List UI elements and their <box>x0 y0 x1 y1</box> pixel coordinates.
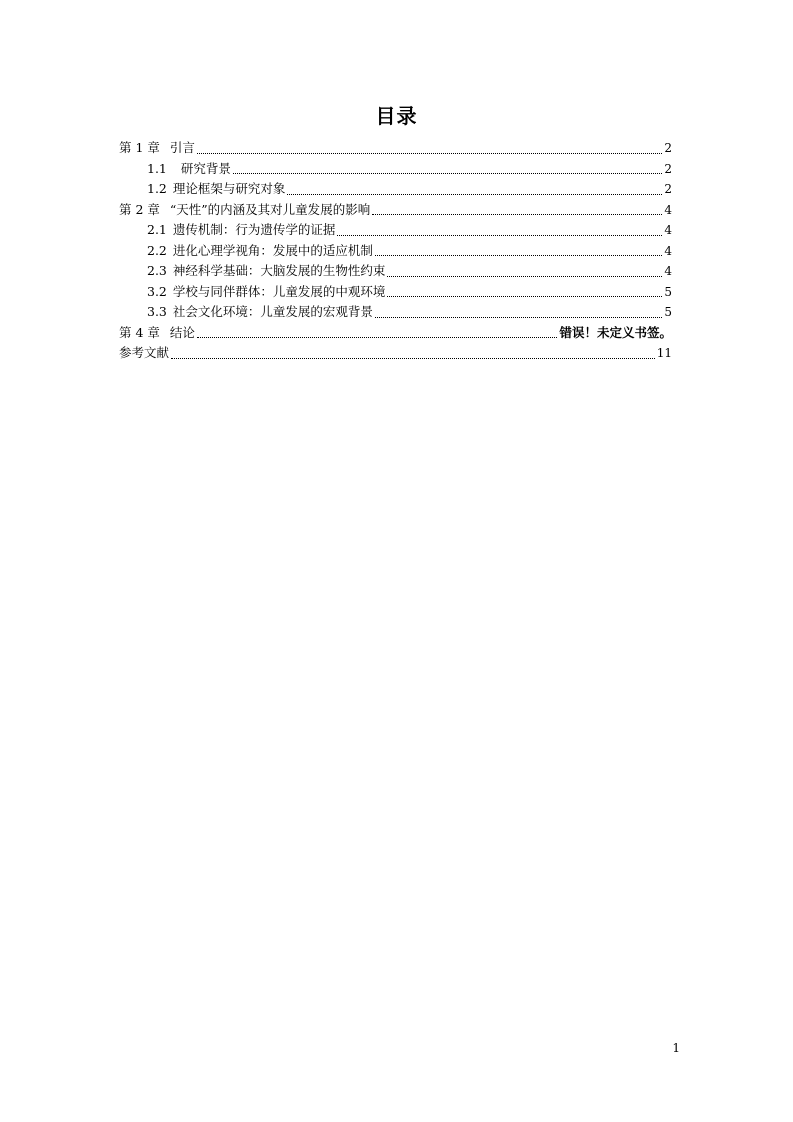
dot-leader <box>375 254 662 256</box>
toc-entry-1-1[interactable] <box>119 159 672 180</box>
toc-entry-page: 5 <box>664 305 672 319</box>
toc-entry-number: 3.2 <box>147 283 167 299</box>
toc-entry-chapter-2[interactable] <box>119 200 672 221</box>
dot-leader <box>197 152 662 154</box>
toc-entry-3-2[interactable] <box>119 282 672 303</box>
toc-entry-page: 4 <box>664 243 672 258</box>
dot-leader <box>337 234 662 236</box>
toc-entry-title: 进化心理学视角：发展中的适应机制 <box>172 242 373 258</box>
dot-leader <box>287 193 662 195</box>
dot-leader <box>387 275 662 277</box>
dot-leader <box>387 295 662 297</box>
dot-leader <box>171 357 655 359</box>
toc-entry-title: 学校与同伴群体：儿童发展的中观环境 <box>172 283 386 299</box>
toc-entry-number: 3.3 <box>147 304 167 319</box>
toc-entry-title: 研究背景 <box>180 160 231 176</box>
toc-entry-references[interactable] <box>119 343 672 364</box>
toc-entry-3-3[interactable] <box>119 302 672 323</box>
toc-entry-page: 2 <box>664 161 672 176</box>
toc-entry-title: 理论框架与研究对象 <box>172 181 286 196</box>
toc-entry-number: 2.1 <box>147 222 167 237</box>
toc-entry-page: 4 <box>664 264 672 278</box>
toc-entry-page: 4 <box>664 202 672 217</box>
toc-entry-title: 结论 <box>169 324 195 340</box>
toc-entry-number: 1.2 <box>147 181 167 196</box>
toc-entry-chapter-1[interactable] <box>119 138 672 159</box>
toc-entry-title: 遗传机制：行为遗传学的证据 <box>172 222 336 237</box>
dot-leader <box>375 316 662 318</box>
toc-entry-title: 社会文化环境：儿童发展的宏观背景 <box>172 304 373 319</box>
dot-leader <box>197 336 558 338</box>
toc-entry-1-2[interactable] <box>119 179 672 200</box>
bookmark-error-message: 错误！未定义书签。 <box>559 324 672 340</box>
toc-entry-page: 2 <box>664 182 672 196</box>
toc-entry-number: 第 1 章 <box>119 140 160 155</box>
toc-entry-number: 第 4 章 <box>119 324 160 340</box>
toc-entry-number: 1.1 <box>147 160 167 176</box>
toc-entry-title: 引言 <box>169 140 195 155</box>
toc-title: 目录 <box>375 104 418 128</box>
toc-entry-number: 第 2 章 <box>119 201 160 217</box>
toc-entry-2-3[interactable] <box>119 261 672 282</box>
toc-entry-page: 5 <box>664 284 672 299</box>
toc-entry-number: 2.3 <box>147 263 167 278</box>
toc-entry-title: 参考文献 <box>119 345 170 360</box>
toc-entry-page: 2 <box>664 141 672 155</box>
dot-leader <box>233 172 662 174</box>
table-of-contents <box>119 138 672 364</box>
toc-entry-chapter-4[interactable] <box>119 323 672 344</box>
toc-entry-page: 11 <box>656 346 672 360</box>
toc-entry-number: 2.2 <box>147 242 167 258</box>
dot-leader <box>372 213 662 215</box>
toc-entry-2-2[interactable] <box>119 241 672 262</box>
toc-entry-2-1[interactable] <box>119 220 672 241</box>
toc-entry-page: 4 <box>664 223 672 237</box>
toc-entry-title: 神经科学基础：大脑发展的生物性约束 <box>172 263 386 278</box>
toc-entry-title: “天性”的内涵及其对儿童发展的影响 <box>169 201 371 217</box>
page-number: 1 <box>672 1041 680 1055</box>
